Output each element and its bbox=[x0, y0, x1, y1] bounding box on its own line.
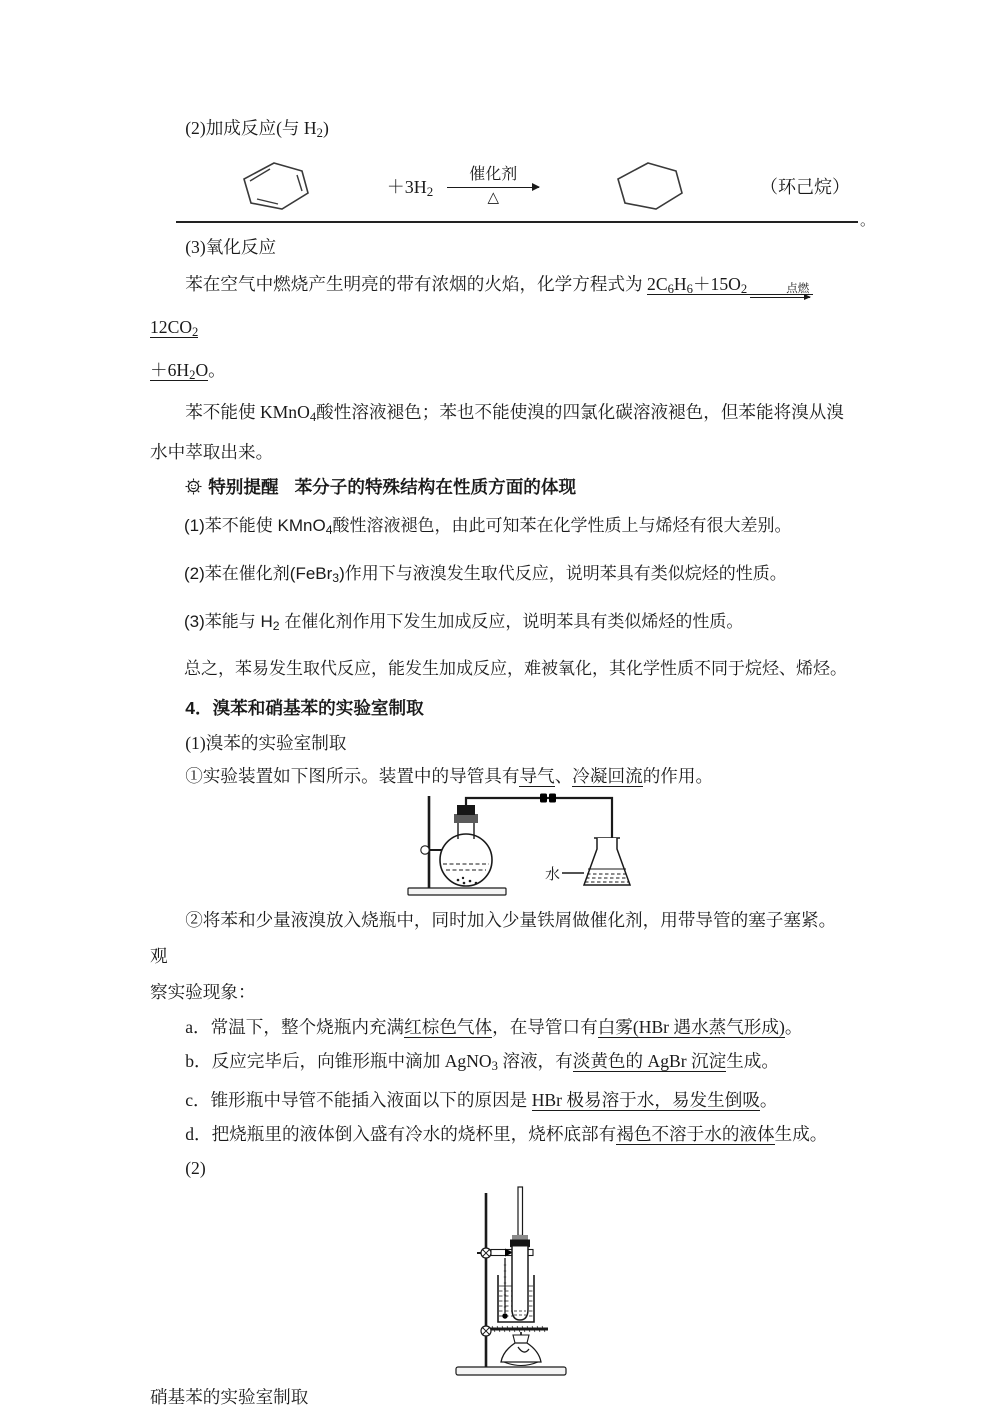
note-item-3: (3)苯能与 H2 在催化剂作用下发生加成反应，说明苯具有类似烯烃的性质。 bbox=[184, 611, 744, 633]
special-reminder-header bbox=[185, 470, 852, 504]
paragraph-kmno4: 苯不能使 KMnO4酸性溶液褪色；苯也不能使溴的四氯化碳溶液褪色，但苯能将溴从溴 水中萃取出来。 bbox=[150, 401, 844, 462]
arrow-shaft bbox=[447, 187, 539, 188]
cyclohexane-ring-structure bbox=[615, 161, 687, 211]
product-label: （环己烷） bbox=[759, 177, 850, 198]
section-heading-4: 4．溴苯和硝基苯的实验室制取 bbox=[185, 697, 424, 718]
iron-stand-base bbox=[456, 1367, 566, 1375]
step-1-text: ①实验装置如下图所示。装置中的导管具有导气、冷凝回流的作用。 bbox=[185, 765, 714, 786]
equation-row bbox=[176, 159, 858, 223]
subheading-bromobenzene: (1)溴苯的实验室制取 bbox=[185, 732, 347, 753]
catalyst-label: 催化剂 bbox=[469, 166, 518, 184]
footer-nitrobenzene-caption: 硝基苯的实验室制取 bbox=[150, 1387, 309, 1408]
test-tube bbox=[512, 1247, 528, 1321]
delta-label: △ bbox=[487, 190, 499, 207]
sun-face-icon bbox=[185, 478, 202, 495]
special-reminder-label: 特别提醒 bbox=[208, 476, 279, 497]
special-reminder-title: 苯分子的特殊结构在性质方面的体现 bbox=[294, 476, 577, 497]
observation-a: a．常温下，整个烧瓶内充满红棕色气体，在导管口有白雾(HBr 遇水蒸气形成)。 bbox=[185, 1016, 803, 1037]
observation-d: d．把烧瓶里的液体倒入盛有冷水的烧杯里，烧杯底部有褐色不溶于水的液体生成。 bbox=[185, 1124, 828, 1145]
benzene-ring-structure bbox=[241, 161, 313, 211]
tube-connector bbox=[540, 793, 547, 802]
paragraph-combustion: 苯在空气中燃烧产生明亮的带有浓烟的火焰，化学方程式为 2C6H6＋15O2 点燃 12CO2 ＋6H2O。 bbox=[150, 265, 852, 394]
tube-connector bbox=[549, 793, 556, 802]
hydrogenation-equation bbox=[176, 159, 875, 230]
rubber-stopper bbox=[457, 805, 475, 815]
heading-oxidation-reaction: (3)氧化反应 bbox=[185, 237, 277, 258]
long-glass-tube bbox=[518, 1187, 523, 1236]
round-bottom-flask bbox=[440, 834, 492, 886]
lamp-neck bbox=[513, 1335, 529, 1343]
label-2: (2) bbox=[185, 1158, 206, 1179]
note-summary: 总之，苯易发生取代反应，能发生加成反应，难被氧化，其化学性质不同于烷烃、烯烃。 bbox=[184, 658, 847, 678]
catalyst-arrow bbox=[445, 166, 541, 206]
observation-c: c．锥形瓶中导管不能插入液面以下的原因是 HBr 极易溶于水，易发生倒吸。 bbox=[185, 1090, 778, 1111]
reactant-text: ＋3H2 bbox=[386, 176, 434, 199]
alcohol-lamp bbox=[501, 1343, 541, 1362]
apparatus-diagram-2 bbox=[446, 1185, 586, 1377]
apparatus-diagram-1 bbox=[402, 792, 672, 900]
water-label: 水 bbox=[545, 866, 561, 883]
heading-addition-reaction: (2)加成反应(与 H2) bbox=[185, 118, 329, 141]
figure-nitrobenzene-apparatus bbox=[165, 1185, 867, 1377]
special-reminder-block bbox=[150, 470, 852, 690]
equation-period: 。 bbox=[859, 213, 875, 230]
rubber-stopper bbox=[510, 1240, 530, 1247]
thermometer-bulb bbox=[502, 1313, 507, 1318]
note-item-2: (2)苯在催化剂(FeBr3)作用下与液溴发生取代反应，说明苯具有类似烷烃的性质。 bbox=[184, 563, 787, 585]
note-item-1: (1)苯不能使 KMnO4酸性溶液褪色，由此可知苯在化学性质上与烯烃有很大差别。 bbox=[184, 515, 792, 537]
step-2-text: ②将苯和少量液溴放入烧瓶中，同时加入少量铁屑做催化剂，用带导管的塞子塞紧。观 察实验现象： bbox=[150, 909, 837, 1002]
iron-stand-base bbox=[408, 888, 506, 895]
clamp-screw bbox=[421, 846, 429, 854]
observation-b: b．反应完毕后，向锥形瓶中滴加 AgNO3 溶液，有淡黄色的 AgBr 沉淀生成。 bbox=[185, 1050, 779, 1074]
stopper-lower bbox=[454, 814, 478, 823]
figure-bromobenzene-apparatus bbox=[186, 792, 888, 900]
